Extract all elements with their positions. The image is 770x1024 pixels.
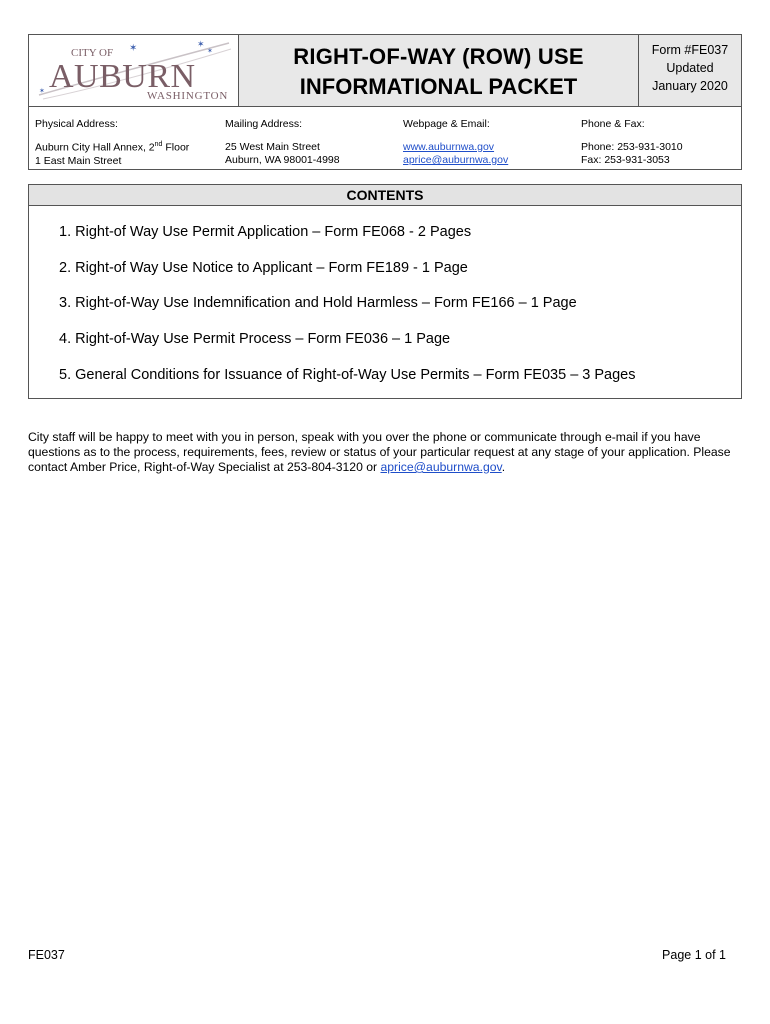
footer-form-id: FE037 (28, 948, 65, 962)
logo-star-3: ✶ (207, 47, 213, 55)
contents-item-3: 3. Right-of-Way Use Indemnification and Hold Harmless – Form FE166 – 1 Page (59, 295, 577, 311)
email-link[interactable]: aprice@auburnwa.gov (403, 154, 509, 166)
contents-item-1: 1. Right-of Way Use Permit Application – Form FE068 - 2 Pages (59, 224, 472, 240)
form-info (639, 35, 741, 107)
form-number: Form #FE037 (651, 43, 729, 57)
logo-city-of: CITY OF (71, 47, 114, 59)
website-link[interactable]: www.auburnwa.gov (403, 141, 495, 153)
logo-auburn: AUBURN (49, 58, 196, 95)
mailing-address-block (225, 107, 340, 166)
phone-fax-block (581, 107, 683, 166)
mailing-address-line2: Auburn, WA 98001-4998 (225, 154, 340, 166)
mailing-address-line1: 25 West Main Street (225, 141, 320, 153)
page-title-line2: INFORMATIONAL PACKET (299, 74, 578, 99)
logo-washington: WASHINGTON (147, 90, 229, 102)
web-email-block (403, 107, 508, 166)
contact-email-link[interactable]: aprice@auburnwa.gov (380, 460, 502, 474)
logo-star-1: ✶ (129, 43, 138, 54)
page-title-line1: RIGHT-OF-WAY (ROW) USE (293, 44, 584, 69)
physical-address-line2: 1 East Main Street (35, 154, 122, 167)
logo-star-2: ✶ (197, 40, 205, 50)
physical-address-label: Physical Address: (35, 118, 118, 130)
contents-heading: CONTENTS (29, 185, 741, 206)
header-table (28, 34, 742, 170)
phone-number: Phone: 253-931-3010 (581, 141, 683, 153)
phone-fax-label: Phone & Fax: (581, 118, 645, 130)
contents-item-5: 5. General Conditions for Issuance of Right-of-Way Use Permits – Form FE035 – 3 Pages (59, 367, 636, 383)
fax-number: Fax: 253-931-3053 (581, 154, 670, 166)
footer-page-number: Page 1 of 1 (662, 948, 726, 962)
physical-address-line1: Auburn City Hall Annex, 2nd Floor (35, 141, 190, 154)
contact-paragraph: City staff will be happy to meet with you in person, speak with you over the phone or communicate through e-mail if you have questions as to the process, requirements, fees, review or status of your particular request at any stage of your application. Please contact Amber Price, Right-of-Way Specialist at 253-804-3120 or aprice@auburnwa.gov. (28, 430, 731, 474)
contents-item-2: 2. Right-of Way Use Notice to Applicant – Form FE189 - 1 Page (59, 260, 468, 276)
physical-address-block (35, 107, 189, 167)
contents-item-4: 4. Right-of-Way Use Permit Process – Form FE036 – 1 Page (59, 331, 451, 347)
updated-date: January 2020 (652, 79, 728, 93)
mailing-address-label: Mailing Address: (225, 118, 303, 130)
web-email-label: Webpage & Email: (403, 118, 490, 130)
contents-box (28, 184, 742, 399)
title-block (239, 35, 639, 107)
updated-label: Updated (666, 61, 714, 75)
city-logo (29, 35, 239, 107)
logo-star-4: ✶ (39, 87, 45, 95)
auburn-logo-graphic (29, 35, 237, 105)
